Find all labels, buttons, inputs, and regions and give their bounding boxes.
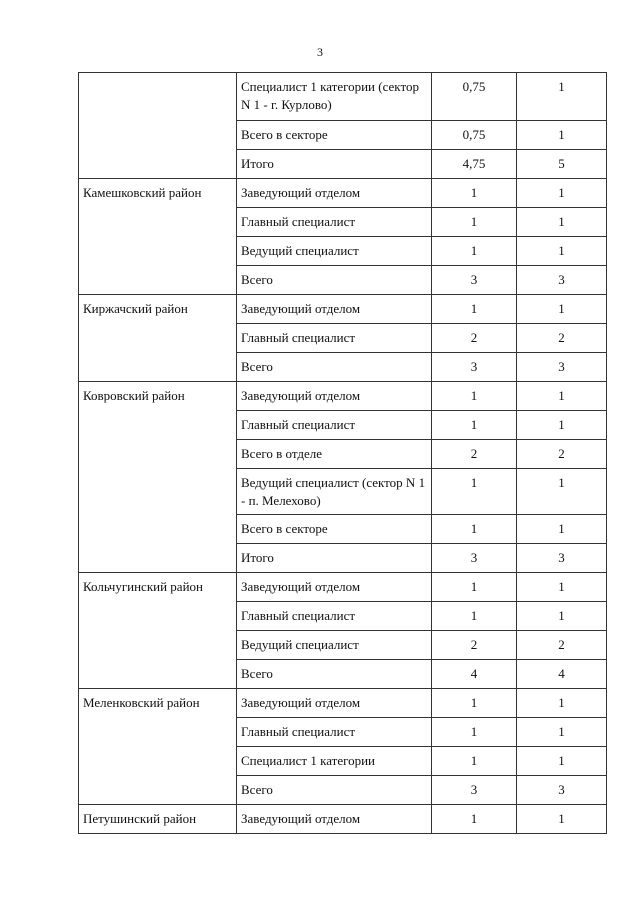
staff-units-cell: 1 [432,208,517,237]
district-cell: Камешковский район [79,179,237,295]
position-cell: Заведующий отделом [237,689,432,718]
position-cell: Заведующий отделом [237,382,432,411]
staff-units-cell: 0,75 [432,73,517,121]
position-cell: Заведующий отделом [237,573,432,602]
staffing-table [78,72,607,834]
staff-units-cell: 1 [432,515,517,544]
staff-count-cell: 4 [517,660,607,689]
staff-count-cell: 1 [517,689,607,718]
staff-units-cell: 2 [432,324,517,353]
staff-units-cell: 1 [432,411,517,440]
staff-units-cell: 3 [432,353,517,382]
staff-units-cell: 2 [432,440,517,469]
staff-units-cell: 1 [432,747,517,776]
staff-units-cell: 1 [432,469,517,515]
staff-units-cell: 2 [432,631,517,660]
position-cell: Ведущий специалист [237,631,432,660]
staff-units-cell: 1 [432,295,517,324]
table-row [79,179,607,208]
staff-count-cell: 1 [517,747,607,776]
staff-units-cell: 1 [432,237,517,266]
position-cell: Главный специалист [237,718,432,747]
staff-count-cell: 1 [517,237,607,266]
table-row [79,382,607,411]
district-cell: Петушинский район [79,805,237,834]
staff-units-cell: 1 [432,689,517,718]
district-cell: Киржачский район [79,295,237,382]
staff-units-cell: 3 [432,544,517,573]
position-cell: Ведущий специалист (сектор N 1 - п. Мелехово) [237,469,432,515]
table-row [79,805,607,834]
position-cell: Ведущий специалист [237,237,432,266]
position-cell: Специалист 1 категории [237,747,432,776]
position-cell: Всего [237,353,432,382]
staff-count-cell: 1 [517,179,607,208]
staff-units-cell: 1 [432,382,517,411]
district-cell: Кольчугинский район [79,573,237,689]
staff-count-cell: 1 [517,208,607,237]
position-cell: Главный специалист [237,411,432,440]
staff-units-cell: 1 [432,805,517,834]
staff-units-cell: 4 [432,660,517,689]
staff-count-cell: 1 [517,411,607,440]
staff-count-cell: 5 [517,150,607,179]
staff-count-cell: 3 [517,353,607,382]
staff-count-cell: 1 [517,295,607,324]
staffing-table-body [79,73,607,834]
position-cell: Всего в секторе [237,121,432,150]
district-cell [79,73,237,179]
staff-count-cell: 2 [517,631,607,660]
table-row [79,73,607,121]
staff-count-cell: 3 [517,266,607,295]
position-cell: Главный специалист [237,208,432,237]
district-cell: Ковровский район [79,382,237,573]
staff-count-cell: 1 [517,515,607,544]
position-cell: Итого [237,150,432,179]
position-cell: Заведующий отделом [237,805,432,834]
position-cell: Заведующий отделом [237,179,432,208]
staff-units-cell: 0,75 [432,121,517,150]
staff-count-cell: 3 [517,544,607,573]
staff-units-cell: 3 [432,266,517,295]
position-cell: Всего [237,660,432,689]
staff-count-cell: 3 [517,776,607,805]
staff-units-cell: 1 [432,573,517,602]
position-cell: Всего [237,266,432,295]
staff-count-cell: 2 [517,324,607,353]
staff-units-cell: 4,75 [432,150,517,179]
staff-count-cell: 1 [517,73,607,121]
position-cell: Всего в отделе [237,440,432,469]
position-cell: Главный специалист [237,324,432,353]
position-cell: Всего в секторе [237,515,432,544]
staff-count-cell: 1 [517,121,607,150]
position-cell: Главный специалист [237,602,432,631]
position-cell: Всего [237,776,432,805]
page-number: 3 [317,45,323,59]
staff-count-cell: 2 [517,440,607,469]
position-cell: Специалист 1 категории (сектор N 1 - г. Курлово) [237,73,432,121]
staff-units-cell: 1 [432,179,517,208]
table-row [79,689,607,718]
staff-units-cell: 1 [432,718,517,747]
staff-count-cell: 1 [517,602,607,631]
staff-count-cell: 1 [517,382,607,411]
table-row [79,573,607,602]
staff-count-cell: 1 [517,805,607,834]
staff-count-cell: 1 [517,573,607,602]
position-cell: Заведующий отделом [237,295,432,324]
staff-units-cell: 1 [432,602,517,631]
district-cell: Меленковский район [79,689,237,805]
table-row [79,295,607,324]
position-cell: Итого [237,544,432,573]
staff-units-cell: 3 [432,776,517,805]
staff-count-cell: 1 [517,718,607,747]
staff-count-cell: 1 [517,469,607,515]
